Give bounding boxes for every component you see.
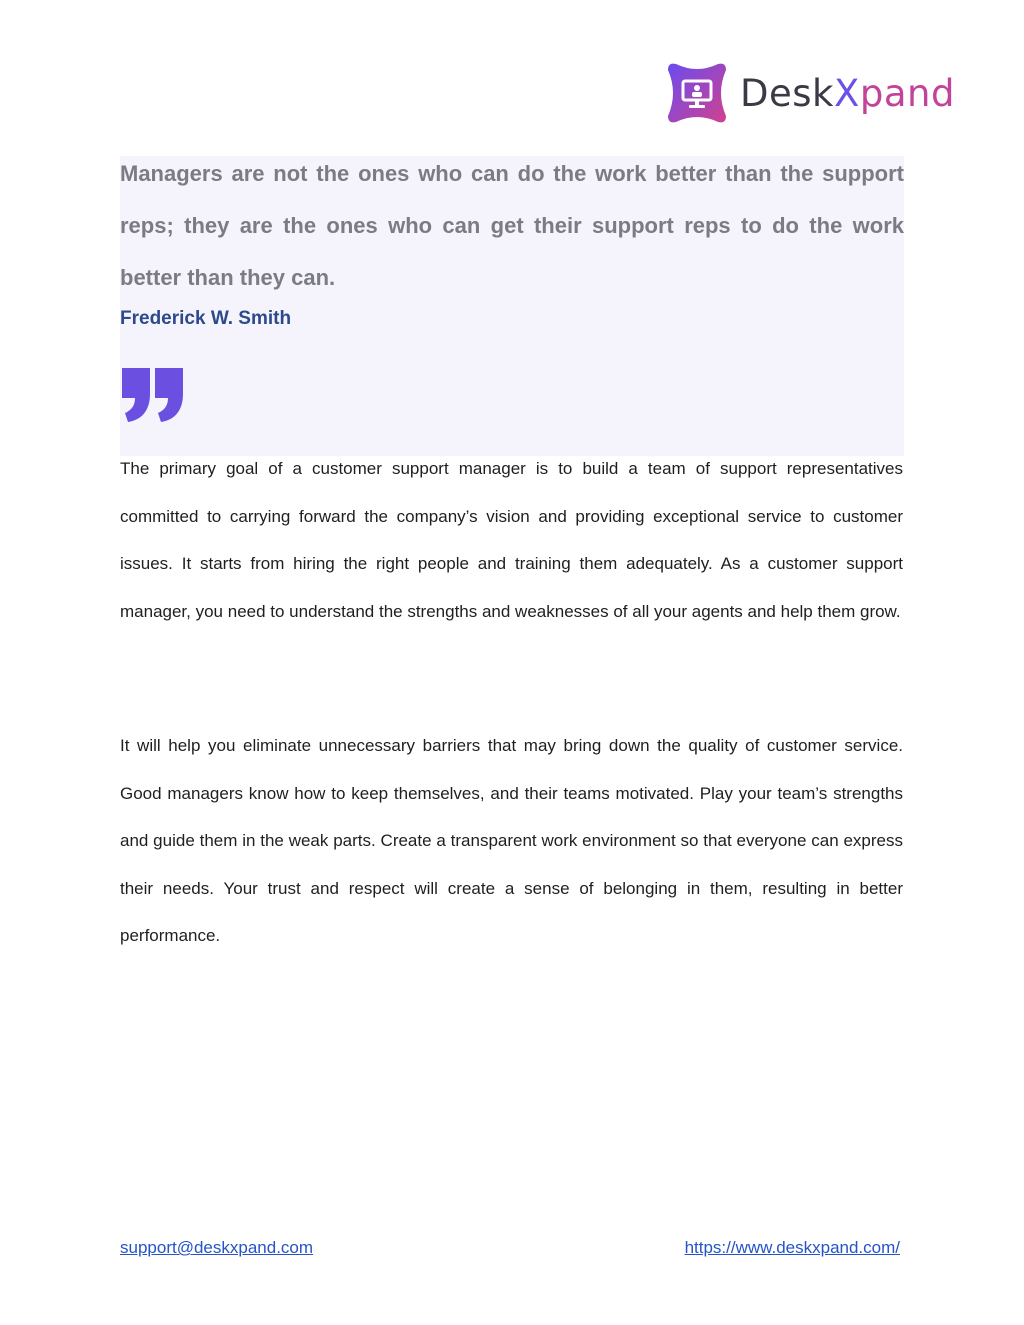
quote-text: Managers are not the ones who can do the work better than the support reps; they are the ones who can get their support reps to do the work better than they can. bbox=[120, 161, 904, 290]
quote-author: Frederick W. Smith bbox=[120, 308, 292, 329]
desktop-monitor-icon bbox=[664, 60, 730, 126]
quote-block bbox=[120, 156, 904, 456]
brand-name-part1: Desk bbox=[740, 71, 834, 115]
brand-logo bbox=[664, 60, 955, 126]
closing-quote-icon bbox=[122, 368, 184, 422]
body-paragraph-2: It will help you eliminate unnecessary barriers that may bring down the quality of customer service. Good managers know how to keep themselves, and their teams motivated. Play your team’s strengths and guide them in the weak parts. Create a transparent work environment so that everyone can express their needs. Your trust and respect will create a sense of belonging in them, resulting in better performance. bbox=[120, 736, 903, 946]
brand-name-part2: X bbox=[833, 71, 860, 115]
footer-email-link[interactable]: support@deskxpand.com bbox=[120, 1238, 314, 1257]
brand-name-part3: pand bbox=[859, 71, 955, 115]
brand-name bbox=[740, 71, 955, 115]
footer-website-link[interactable]: https://www.deskxpand.com/ bbox=[684, 1238, 900, 1257]
body-paragraph-1: The primary goal of a customer support manager is to build a team of support representatives committed to carrying forward the company’s vision and providing exceptional service to customer issues. It starts from hiring the right people and training them adequately. As a customer support manager, you need to understand the strengths and weaknesses of all your agents and help them grow. bbox=[120, 459, 903, 621]
